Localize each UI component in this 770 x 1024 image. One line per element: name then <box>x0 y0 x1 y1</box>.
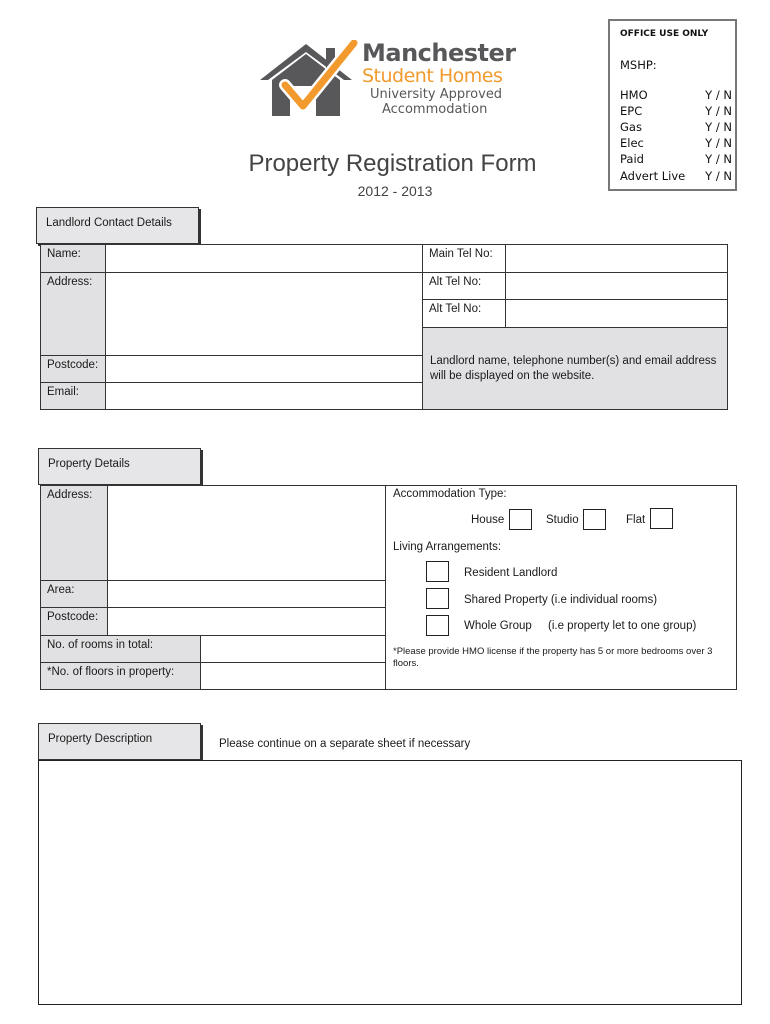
office-row-label: HMO <box>620 88 648 102</box>
living-arrangements-label: Living Arrangements: <box>393 541 502 553</box>
landlord-address-label: Address: <box>40 272 106 355</box>
type-option-flat-label: Flat <box>626 514 646 526</box>
office-row-value: Y / N <box>705 120 732 134</box>
property-area-label: Area: <box>40 580 108 608</box>
main-tel-field[interactable] <box>505 244 728 272</box>
property-area-field[interactable] <box>107 580 386 608</box>
house-checkbox[interactable] <box>509 509 532 530</box>
house-check-icon <box>258 40 358 120</box>
office-row-label: Elec <box>620 136 644 150</box>
hmo-license-note: *Please provide HMO license if the property has 5 or more bedrooms over 3 floors. <box>393 646 713 669</box>
office-row-gas <box>620 120 732 136</box>
office-row-value: Y / N <box>705 152 732 166</box>
office-row-value: Y / N <box>705 169 732 183</box>
office-row-value: Y / N <box>705 88 732 102</box>
whole-group-checkbox[interactable] <box>426 615 449 636</box>
landlord-website-notice-text: Landlord name, telephone number(s) and email address will be displayed on the website. <box>430 355 717 382</box>
whole-group-note: (i.e property let to one group) <box>548 620 697 632</box>
property-rooms-label: No. of rooms in total: <box>40 635 201 663</box>
office-row-value: Y / N <box>705 104 732 118</box>
property-section-tab: Property Details <box>38 448 201 485</box>
landlord-email-field[interactable] <box>105 382 423 410</box>
logo-name-line2: Student Homes <box>362 65 503 87</box>
landlord-website-notice <box>422 327 728 410</box>
property-postcode-field[interactable] <box>107 607 386 635</box>
office-row-label: Gas <box>620 120 642 134</box>
office-row-paid <box>620 152 732 168</box>
resident-landlord-checkbox[interactable] <box>426 561 449 582</box>
office-mshp-label: MSHP: <box>620 58 657 72</box>
logo-tagline-line1: University Approved <box>370 87 503 102</box>
office-row-label: EPC <box>620 104 643 118</box>
description-continue-note: Please continue on a separate sheet if necessary <box>219 738 471 750</box>
logo <box>258 40 528 120</box>
office-use-box <box>608 19 737 191</box>
landlord-address-field[interactable] <box>105 272 423 355</box>
shared-property-checkbox[interactable] <box>426 588 449 609</box>
form-title: Property Registration Form <box>248 150 537 177</box>
logo-name-line1: Manchester <box>362 39 516 67</box>
main-tel-label: Main Tel No: <box>422 244 506 272</box>
alt-tel-label-2: Alt Tel No: <box>422 299 506 327</box>
property-floors-label: *No. of floors in property: <box>40 662 201 690</box>
studio-checkbox[interactable] <box>583 509 606 530</box>
flat-checkbox[interactable] <box>650 508 673 529</box>
property-rooms-field[interactable] <box>200 635 386 663</box>
living-option-shared-property: Shared Property (i.e individual rooms) <box>464 594 658 606</box>
living-option-whole-group: Whole Group <box>464 620 532 632</box>
living-option-resident-landlord: Resident Landlord <box>464 567 558 579</box>
office-row-hmo <box>620 88 732 104</box>
property-postcode-label: Postcode: <box>40 607 108 635</box>
accommodation-panel <box>385 485 737 690</box>
landlord-section-tab: Landlord Contact Details <box>36 207 199 244</box>
office-row-label: Advert Live <box>620 169 686 183</box>
office-row-value: Y / N <box>705 136 732 150</box>
office-row-advert-live <box>620 169 732 185</box>
landlord-email-label: Email: <box>40 382 106 410</box>
office-row-label: Paid <box>620 152 644 166</box>
landlord-postcode-field[interactable] <box>105 355 423 382</box>
property-floors-field[interactable] <box>200 662 386 690</box>
office-row-epc <box>620 104 732 120</box>
property-address-label: Address: <box>40 485 108 581</box>
logo-tagline-line2: Accommodation <box>382 102 488 117</box>
property-address-field[interactable] <box>107 485 386 581</box>
office-use-title: OFFICE USE ONLY <box>620 29 709 39</box>
form-year: 2012 - 2013 <box>357 183 433 199</box>
description-section-tab: Property Description <box>38 723 201 760</box>
description-textarea[interactable] <box>38 760 742 1005</box>
type-option-house-label: House <box>471 514 505 526</box>
alt-tel-field-1[interactable] <box>505 272 728 300</box>
accommodation-type-label: Accommodation Type: <box>393 488 507 500</box>
office-row-elec <box>620 136 732 152</box>
landlord-name-label: Name: <box>40 244 106 272</box>
landlord-name-field[interactable] <box>105 244 423 272</box>
type-option-studio-label: Studio <box>546 514 579 526</box>
alt-tel-field-2[interactable] <box>505 299 728 327</box>
alt-tel-label-1: Alt Tel No: <box>422 272 506 300</box>
landlord-postcode-label: Postcode: <box>40 355 106 382</box>
